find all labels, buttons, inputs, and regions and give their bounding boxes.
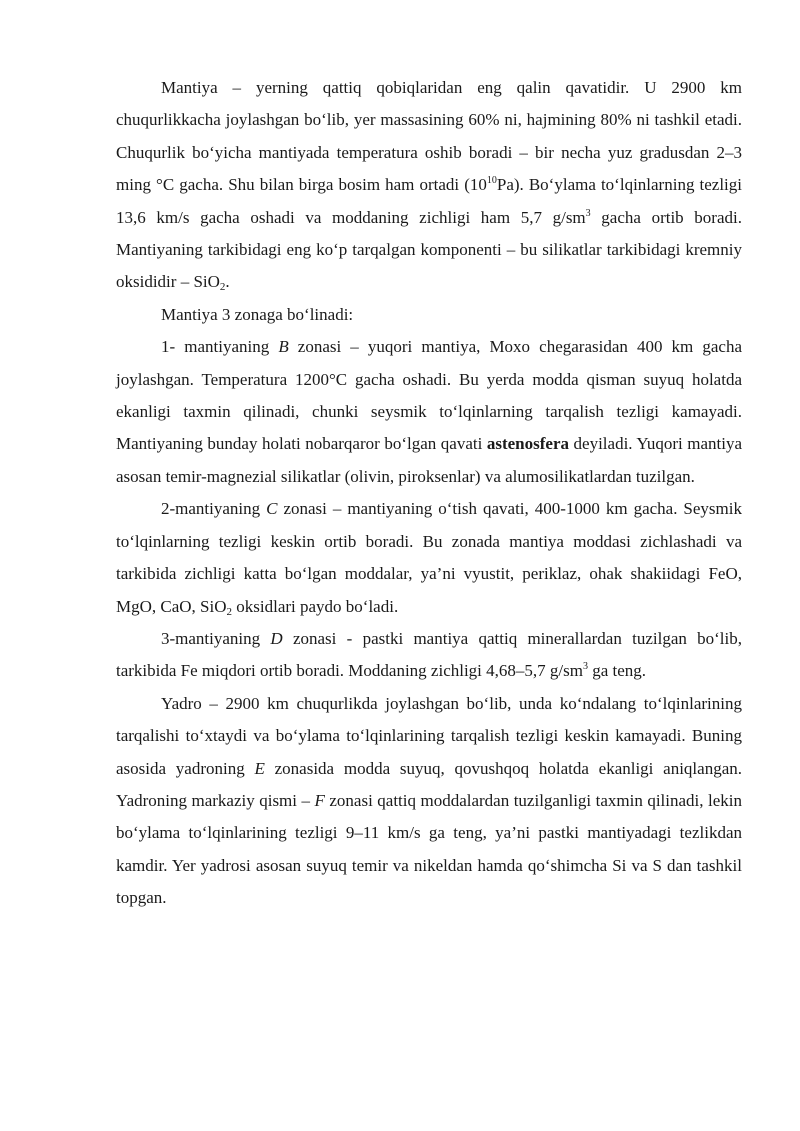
text-run: 3-mantiyaning <box>161 628 271 648</box>
text-run: zonasi – yuqori mantiya, Moxo chegarasidan 400 km gacha joylashgan. Temperatura 1200°C gacha oshadi. Bu yerda modda qisman suyuq holatda ekanligi taxmin qilinadi, chunki seysmik to‘lqinlarning tarqalish tezligi kamayadi. Mantiyaning bunday holati nobarqaror bo‘lgan qavati <box>116 337 742 454</box>
text-run: zonasida modda suyuq, qovushqoq holatda ekanligi aniqlangan. Yadroning markaziy qismi – <box>116 758 742 810</box>
text-run: zonasi – mantiyaning o‘tish qavati, 400-1000 km gacha. Seysmik to‘lqinlarning tezligi keskin ortib boradi. Bu zonada mantiya moddasi zichlashadi va tarkibida zichligi katta bo‘lgan moddalar, ya’ni vyustit, periklaz, ohak shakiidagi FeO, MgO, CaO, SiO <box>116 499 742 616</box>
text-run: B <box>278 337 289 357</box>
text-run: Pa). Bo‘ylama to‘lqinlarning tezligi 13,6 km/s gacha oshadi va moddaning zichligi ham 5,7 g/sm <box>116 175 742 227</box>
text-run: 3 <box>582 661 588 673</box>
text-run: D <box>270 628 283 648</box>
paragraph-mantle-intro <box>116 72 742 299</box>
text-run: 2 <box>219 281 226 294</box>
text-run: 10 <box>486 175 497 187</box>
text-run: zonasi qattiq moddalardan tuzilganligi taxmin qilinadi, lekin bo‘ylama to‘lqinlarining tezligi 9–11 km/s ga teng, ya’ni pastki mantiyadagi tezlikdan kamdir. Yer yadrosi asosan suyuq temir va nikeldan hamda qo‘shimcha Si va S dan tashkil topgan. <box>116 790 742 908</box>
paragraph-zone-b <box>116 331 742 493</box>
text-run: . <box>225 272 230 292</box>
text-run: 1- mantiyaning <box>161 337 279 357</box>
text-run: deyiladi. Yuqori mantiya asosan temir-magnezial silikatlar (olivin, piroksenlar) va alumosilikatlardan tuzilgan. <box>116 434 742 486</box>
text-run: 2 <box>226 605 233 618</box>
paragraph-zone-d <box>116 623 742 688</box>
text-run: F <box>314 790 325 810</box>
text-run: 2-mantiyaning <box>161 499 267 519</box>
text-run: Mantiya – yerning qattiq qobiqlaridan eng qalin qavatidir. U 2900 km chuqurlikkacha joylashgan bo‘lib, yer massasining 60% ni, hajmining 80% ni tashkil etadi. Chuqurlik bo‘yicha mantiyada temperatura oshib boradi – bir necha yuz gradusdan 2–3 ming °C gacha. Shu bilan birga bosim ham ortadi (10 <box>116 78 742 195</box>
text-run: gacha ortib boradi. Mantiyaning tarkibidagi eng ko‘p tarqalgan komponenti – bu silikatlar tarkibidagi kremniy oksididir – SiO <box>116 207 742 292</box>
document-page <box>116 72 742 915</box>
text-run: C <box>266 499 278 519</box>
text-run: ga teng. <box>587 661 647 681</box>
paragraph-mantle-zones <box>116 299 742 331</box>
text-run: 3 <box>585 207 591 219</box>
text-run: E <box>254 758 265 778</box>
text-run: Yadro – 2900 km chuqurlikda joylashgan bo‘lib, unda ko‘ndalang to‘lqinlarining tarqalishi to‘xtaydi va bo‘ylama to‘lqinlarining tarqalish tezligi keskin kamayadi. Buning asosida yadroning <box>116 693 742 778</box>
paragraph-zone-c <box>116 493 742 623</box>
text-run: zonasi - pastki mantiya qattiq minerallardan tuzilgan bo‘lib, tarkibida Fe miqdori ortib boradi. Moddaning zichligi 4,68–5,7 g/sm <box>116 628 743 681</box>
text-run: astenosfera <box>486 434 569 454</box>
text-run: oksidlari paydo bo‘ladi. <box>232 596 399 616</box>
paragraph-core <box>116 688 742 915</box>
text-run: Mantiya 3 zonaga bo‘linadi: <box>161 304 354 324</box>
